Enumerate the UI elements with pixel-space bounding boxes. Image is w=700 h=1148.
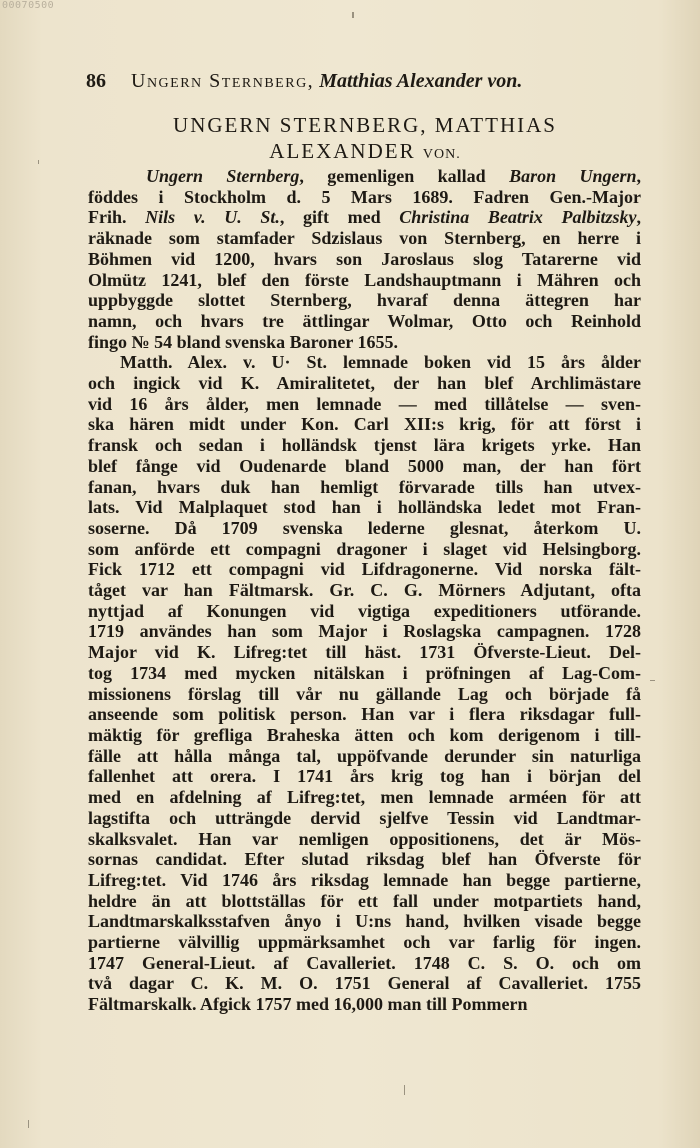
title-line-2 xyxy=(90,138,640,168)
scan-speck xyxy=(38,160,39,164)
text-line: Major vid K. Lifreg:tet till häst. 1731 Öfverste-Lieut. Del- xyxy=(88,642,641,663)
italic-run: Ungern Sternberg xyxy=(146,166,300,186)
text-line: mäktig för grefliga Braheska ätten och kom derigenom i till- xyxy=(88,724,641,745)
paragraph-2 xyxy=(88,352,641,1015)
text-line: lagstifta och utträngde dervid sjelfve Tessin vid Landtmar- xyxy=(88,807,641,828)
running-head xyxy=(86,67,646,95)
text-line: soserne. Då 1709 svenska lederne glesnat, återkom U. xyxy=(88,517,641,538)
text-run: , xyxy=(636,166,641,186)
text-line: nyttjad af Konungen vid vigtiga expeditioners utförande. xyxy=(88,600,641,621)
text-line xyxy=(88,187,641,208)
text-run: Frih. xyxy=(88,207,146,228)
scan-speck xyxy=(352,12,354,18)
text-line: Fick 1712 ett compagni vid Lifdragonerne. Vid norska fält- xyxy=(88,559,641,580)
text-line: lats. Vid Malplaquet stod han i holländska ledet mot Fran- xyxy=(88,497,641,518)
running-head-italic: Matthias Alexander von. xyxy=(319,70,523,92)
italic-run: Christina Beatrix Palbitzsky xyxy=(399,207,637,228)
text-line: skalksvalet. Han var nemligen oppositionens, det är Mös- xyxy=(88,828,641,849)
text-line: fransk och sedan i holländsk tjenst lära krigets yrke. Han xyxy=(88,435,641,456)
text-run: namn, och hvars tre ättlingar Wolmar, Otto och Reinhold xyxy=(88,310,641,331)
italic-run: Baron Ungern xyxy=(509,166,637,186)
italic-run: Nils v. U. St. xyxy=(145,207,280,228)
text-line: fanan, hvars duk han hemligt förvarade tills han utvex- xyxy=(88,476,641,497)
text-line: och ingick vid K. Amiralitetet, der han blef Archlimästare xyxy=(88,373,641,394)
text-line: missionens förslag till vår nu gällande Lag och började få xyxy=(88,683,641,704)
scan-speck xyxy=(650,680,655,681)
text-line xyxy=(88,332,641,353)
paragraph-1 xyxy=(88,166,641,352)
text-line: heldre än att blottställas för ett fall under motpartiets hand, xyxy=(88,890,641,911)
text-line: partierne välvillig uppmärksamhet och var farlig för ingen. xyxy=(88,932,641,953)
article-title xyxy=(90,112,640,168)
text-line xyxy=(88,311,641,332)
text-line: fälle att hålla många tal, uppöfvande derunder sin naturliga xyxy=(88,745,641,766)
title-line-2-main: ALEXANDER xyxy=(269,139,416,163)
text-line: tåget var han Fältmarsk. Gr. C. G. Mörners Adjutant, ofta xyxy=(88,580,641,601)
text-line: Landtmarskalksstafven ånyo i U:ns hand, hvilken visade begge xyxy=(88,911,641,932)
text-line: blef fånge vid Oudenarde bland 5000 man, der han fört xyxy=(88,455,641,476)
text-line: två dagar C. K. M. O. 1751 General af Cavalleriet. 1755 xyxy=(88,973,641,994)
text-line: ska hären midt under Kon. Carl XII:s krig, för att först i xyxy=(88,414,641,435)
scan-speck xyxy=(28,1120,29,1128)
scan-identifier: 00070500 xyxy=(2,0,55,11)
text-line xyxy=(88,228,641,249)
text-run: , gift med xyxy=(279,207,400,228)
text-line: vid 16 års ålder, men lemnade — med tillåtelse — sven- xyxy=(88,393,641,414)
page-number: 86 xyxy=(86,70,106,92)
text-line: tog 1734 med mycken nitälskan i pröfningen af Lag-Com- xyxy=(88,662,641,683)
text-line: Lifreg:tet. Vid 1746 års riksdag lemnade han begge partierne, xyxy=(88,869,641,890)
text-run: , gemenligen kallad xyxy=(299,166,510,186)
text-line: sornas candidat. Efter slutad riksdag blef han Öfverste för xyxy=(88,849,641,870)
title-line-2-small: VON. xyxy=(422,147,461,162)
text-line xyxy=(88,270,641,291)
text-run: Böhmen vid 1200, hvars son Jaroslaus slog Tatarerne vid xyxy=(88,248,641,269)
text-run: , xyxy=(636,207,641,228)
text-line: 1747 General-Lieut. af Cavalleriet. 1748 C. S. O. och om xyxy=(88,952,641,973)
text-line xyxy=(88,290,641,311)
running-head-name: Ungern Sternberg, xyxy=(131,70,315,92)
text-line: Fältmarskalk. Afgick 1757 med 16,000 man till Pommern xyxy=(88,994,528,1015)
text-run: Olmütz 1241, blef den förste Landshauptmann i Mähren och xyxy=(88,269,641,290)
text-line xyxy=(88,207,641,228)
text-run: föddes i Stockholm d. 5 Mars 1689. Fadren Gen.-Major xyxy=(88,186,641,207)
title-line-1: UNGERN STERNBERG, MATTHIAS xyxy=(173,113,557,137)
text-line: 1719 användes han som Major i Roslagska campagnen. 1728 xyxy=(88,621,641,642)
text-line: som anförde ett compagni dragoner i slaget vid Helsingborg. xyxy=(88,538,641,559)
scan-speck xyxy=(404,1085,405,1095)
text-line xyxy=(88,249,641,270)
article-body xyxy=(88,166,641,1015)
text-line: anseende som politisk person. Han var i flera riksdagar full- xyxy=(88,704,641,725)
text-line: med en afdelning af Lifreg:tet, men lemnade arméen för att xyxy=(88,787,641,808)
text-run: räknade som stamfader Sdzislaus von Sternberg, en herre i xyxy=(88,228,641,249)
text-line: fallenhet att orera. I 1741 års krig tog han i början del xyxy=(88,766,641,787)
text-line: Matth. Alex. v. U· St. lemnade boken vid 15 års ålder xyxy=(120,352,641,373)
text-line xyxy=(88,166,641,187)
text-run: fingo № 54 bland svenska Baroner 1655. xyxy=(88,331,398,352)
text-run: uppbyggde slottet Sternberg, hvaraf denna ättegren har xyxy=(88,290,641,311)
